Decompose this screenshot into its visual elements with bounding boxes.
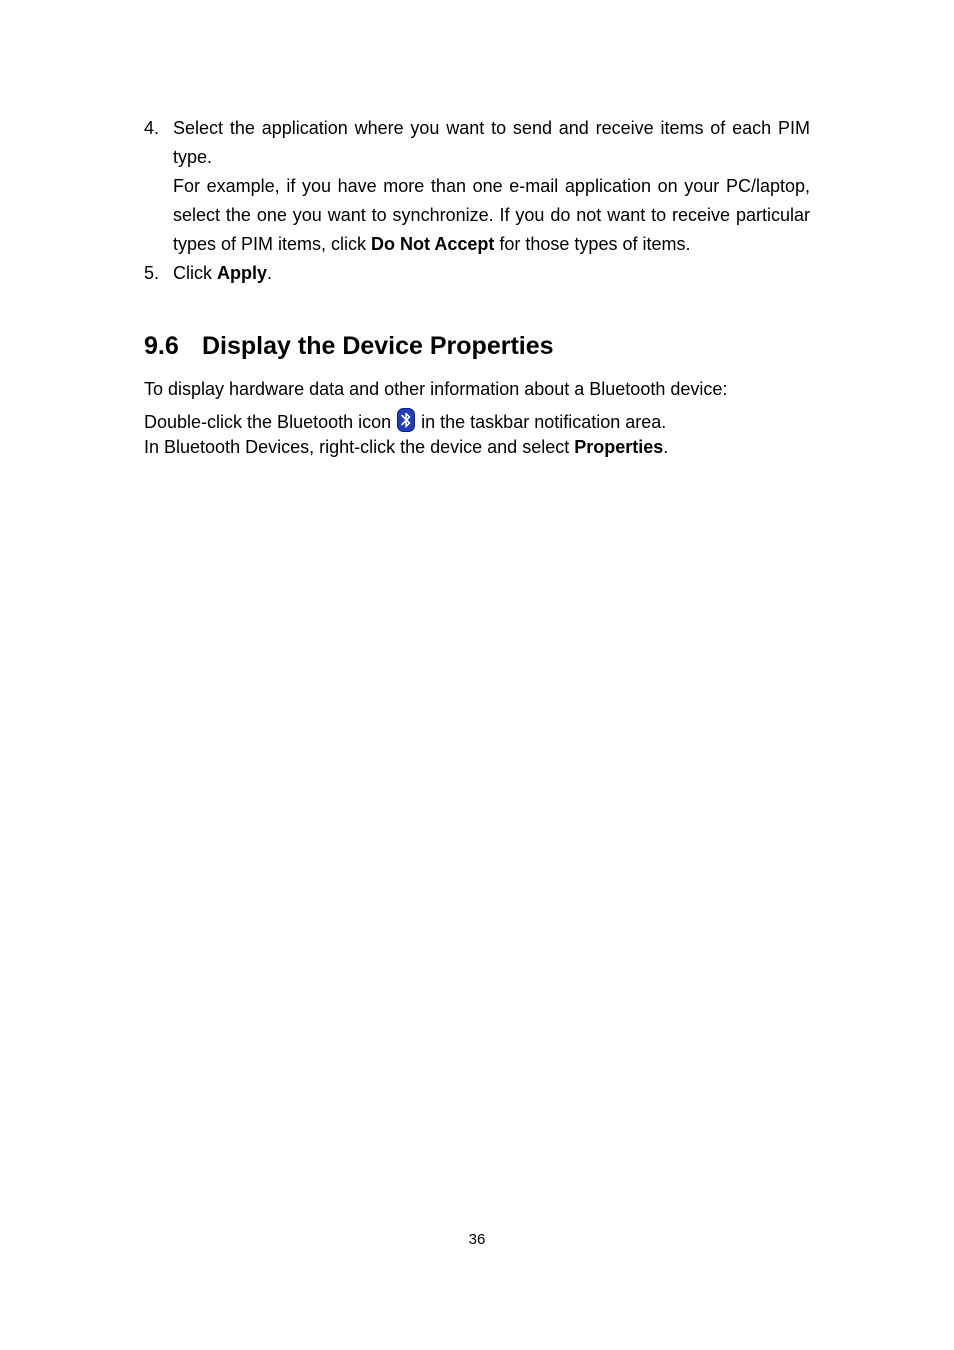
step-text: Select the application where you want to send and receive items of each PIM type. <box>173 118 810 167</box>
devices-paragraph <box>144 435 844 459</box>
step-number: 5. <box>144 263 160 283</box>
do-not-accept-label: Do Not Accept <box>371 234 495 254</box>
section-number: 9.6 <box>144 332 179 360</box>
section-title: Display the Device Properties <box>202 332 554 360</box>
step-example-text <box>173 172 810 259</box>
intro-paragraph: To display hardware data and other information about a Bluetooth device: <box>144 379 728 399</box>
step-number: 4. <box>144 118 160 138</box>
double-click-pre: Double-click the Bluetooth icon <box>144 412 392 432</box>
step-item <box>144 114 810 259</box>
bluetooth-icon <box>397 408 415 432</box>
numbered-steps <box>144 114 810 288</box>
double-click-paragraph <box>144 408 844 434</box>
step-body <box>173 259 810 288</box>
devices-pre: In Bluetooth Devices, right-click the device and select <box>144 437 575 457</box>
section-heading <box>144 330 554 362</box>
apply-label: Apply <box>217 263 268 283</box>
step-text-post: . <box>267 263 273 283</box>
step-text <box>173 259 810 288</box>
devices-post: . <box>663 437 669 457</box>
step-item <box>144 259 810 288</box>
page-number: 36 <box>468 1231 486 1248</box>
step-example-pre: For example, if you have more than one e-mail application on your PC/laptop, select the one you want to synchronize. If you do not want to receive particular types of PIM items, click <box>173 176 810 254</box>
step-example-post: for those types of items. <box>494 234 691 254</box>
step-text-pre: Click <box>173 263 217 283</box>
properties-label: Properties <box>574 437 664 457</box>
double-click-post: in the taskbar notification area. <box>421 412 667 432</box>
step-body <box>173 114 810 259</box>
